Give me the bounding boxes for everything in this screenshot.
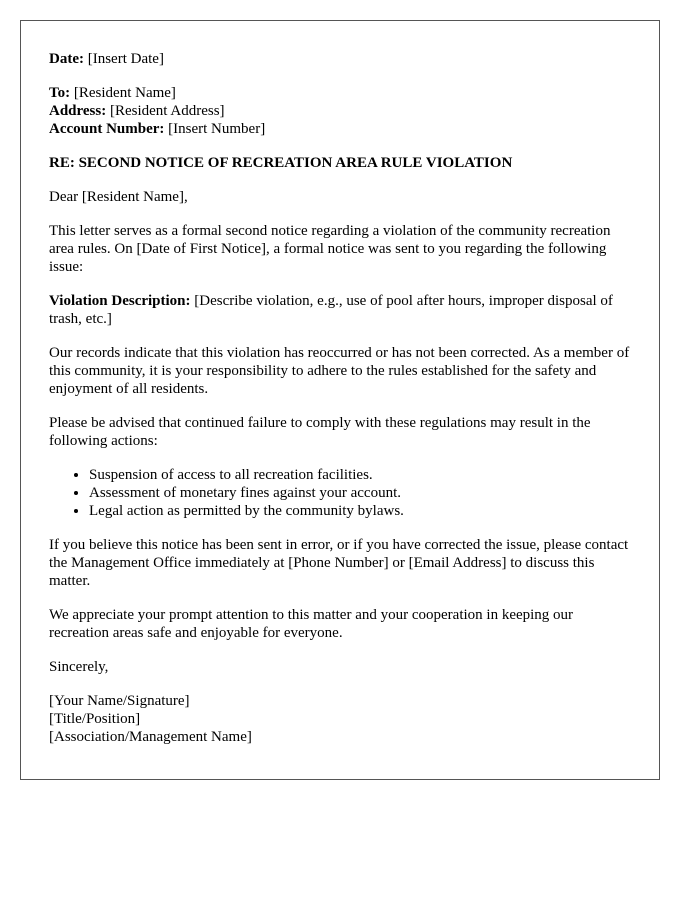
violation-label: Violation Description: [49,293,191,309]
list-item: • Suspension of access to all recreation facilities. [89,466,631,484]
violation-paragraph [49,292,631,328]
list-item: • Legal action as permitted by the community bylaws. [89,502,631,520]
account-line [49,120,631,138]
salutation: Dear [Resident Name], [49,189,188,205]
date-line [49,50,631,68]
violation-text: [Describe violation, e.g., use of pool after hours, improper disposal of trash, etc.] [49,293,613,327]
to-line [49,84,631,102]
signoff: Sincerely, [49,659,109,675]
actions-list [49,466,631,520]
account-value: [Insert Number] [164,121,266,137]
closing-paragraph: We appreciate your prompt attention to this matter and your cooperation in keeping our recreation areas safe and enjoyable for everyone. [49,607,574,641]
date-value: [Insert Date] [83,51,164,67]
signature-name: [Your Name/Signature] [49,693,190,709]
advisory-paragraph: Please be advised that continued failure to comply with these regulations may result in the following actions: [49,415,591,449]
account-label: Account Number: [49,121,165,137]
recipient-block [49,84,631,138]
to-value: [Resident Name] [70,85,176,101]
letter-document [20,20,660,780]
list-item: • Assessment of monetary fines against your account. [89,484,631,502]
subject-line: RE: SECOND NOTICE OF RECREATION AREA RULE VIOLATION [49,155,513,171]
contact-paragraph: If you believe this notice has been sent in error, or if you have corrected the issue, please contact the Management Office immediately at [Phone Number] or [Email Address] to discuss this matter. [49,537,629,589]
address-value: [Resident Address] [106,103,225,119]
signature-block [49,692,631,746]
records-paragraph: Our records indicate that this violation has reoccurred or has not been corrected. As a member of this community, it is your responsibility to adhere to the rules established for the safety and enjoyment of all residents. [49,345,630,397]
to-label: To: [49,85,71,101]
address-label: Address: [49,103,107,119]
date-label: Date: [49,51,84,67]
signature-title: [Title/Position] [49,711,141,727]
intro-paragraph: This letter serves as a formal second notice regarding a violation of the community recreation area rules. On [Date of First Notice], a formal notice was sent to you regarding the following issue: [49,223,611,275]
signature-organization: [Association/Management Name] [49,729,252,745]
address-line [49,102,631,120]
